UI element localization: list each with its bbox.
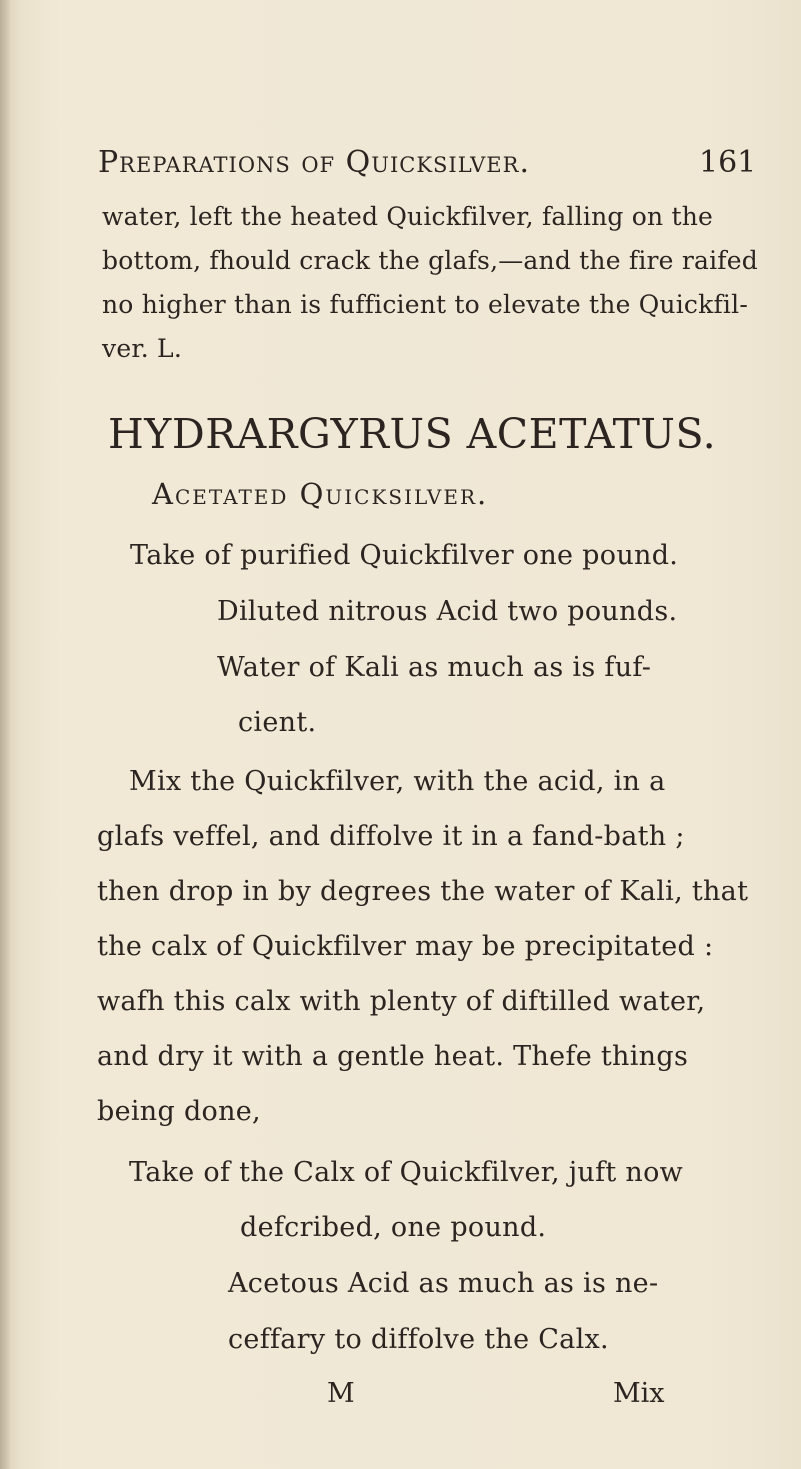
signature-mark: M [327, 1378, 355, 1409]
instruction-line: Mix the Quickfilver, with the acid, in a [129, 766, 666, 797]
intro-line: water, left the heated Quickfilver, falling on the [102, 202, 714, 231]
page-number: 161 [699, 145, 757, 180]
recipe-one-line: cient. [238, 707, 317, 738]
running-head-title: Preparations of Quicksilver. [98, 145, 530, 180]
intro-line: bottom, fhould crack the glafs,—and the fire raifed [102, 246, 758, 275]
page-gutter-shadow [0, 0, 10, 1469]
instruction-line: glafs veffel, and diffolve it in a fand-bath ; [97, 821, 685, 852]
recipe-one-line: Diluted nitrous Acid two pounds. [217, 596, 678, 627]
section-subtitle: Acetated Quicksilver. [152, 477, 489, 511]
recipe-one-line: Water of Kali as much as is fuf- [217, 652, 652, 683]
instruction-line: wafh this calx with plenty of diftilled water, [97, 986, 706, 1017]
recipe-two-line: Acetous Acid as much as is ne- [228, 1268, 659, 1299]
catchword: Mix [613, 1378, 665, 1409]
instruction-line: being done, [97, 1096, 261, 1127]
instruction-line: then drop in by degrees the water of Kali, that [97, 876, 749, 907]
instruction-line: and dry it with a gentle heat. Thefe things [97, 1041, 689, 1072]
instruction-line: the calx of Quickfilver may be precipitated : [97, 931, 714, 962]
recipe-two-line: defcribed, one pound. [240, 1212, 547, 1243]
intro-line: ver. L. [102, 334, 182, 363]
recipe-two-line: ceffary to diffolve the Calx. [228, 1324, 609, 1355]
section-title: HYDRARGYRUS ACETATUS. [108, 410, 717, 458]
recipe-one-line: Take of purified Quickfilver one pound. [130, 540, 679, 571]
recipe-two-line: Take of the Calx of Quickfilver, juft now [129, 1157, 684, 1188]
intro-line: no higher than is fufficient to elevate the Quickfil- [102, 290, 748, 319]
